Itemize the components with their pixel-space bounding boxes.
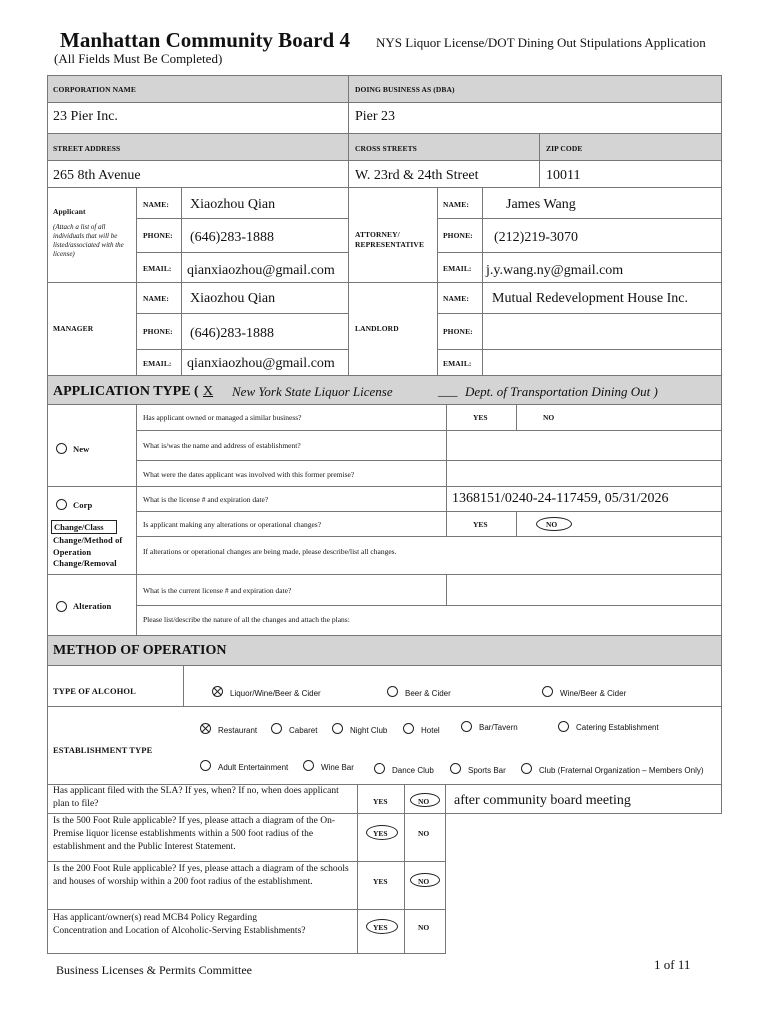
rule200-yes: YES [373,877,388,886]
est-danceclub-radio[interactable] [374,763,385,774]
rule500-yes: YES [373,829,388,838]
applicant-phone-value: (646)283-1888 [190,230,274,245]
attorney-name-label: NAME: [443,200,469,209]
est-hotel-option: Hotel [421,726,440,735]
manager-name-value: Xiaozhou Qian [190,291,276,306]
dot-option-blank[interactable]: ___ [438,383,458,398]
street-label: STREET ADDRESS [53,144,121,153]
est-club-radio[interactable] [521,763,532,774]
est-hotel-radio[interactable] [403,723,414,734]
manager-name-label: NAME: [143,294,169,303]
current-license-answer[interactable] [446,574,722,606]
rule500-no: NO [418,829,430,838]
alteration-label: Alteration [73,601,112,611]
page-subtitle: (All Fields Must Be Completed) [54,51,223,66]
landlord-name-label: NAME: [443,294,469,303]
license-answer: 1368151/0240-24-117459, 05/31/2026 [452,491,669,506]
change-method-label: Change/Method of Operation [53,535,123,557]
landlord-label: LANDLORD [355,324,399,333]
liquor-license-mark[interactable]: X [203,384,214,399]
manager-phone-value: (646)283-1888 [190,326,274,341]
applicant-label: Applicant [53,207,86,216]
landlord-phone-label: PHONE: [443,327,473,336]
similar-yes: YES [473,413,488,422]
sla-yes: YES [373,797,388,806]
rule500-question: Is the 500 Foot Rule applicable? If yes, please attach a diagram of the On-Premise liquor license establishments within a 500 foot radius of the establishment and the Public Interest Statement. [53,816,335,852]
applicant-name-label: NAME: [143,200,169,209]
alcohol-wine-option: Wine/Beer & Cider [560,689,627,698]
manager-email-label: EMAIL: [143,359,172,368]
landlord-name-value: Mutual Redevelopment House Inc. [492,291,688,306]
est-cabaret-radio[interactable] [271,723,282,734]
alteration-radio[interactable] [56,601,67,612]
attorney-email-label: EMAIL: [443,264,472,273]
new-radio[interactable] [56,443,67,454]
manager-email-value: qianxiaozhou@gmail.com [187,356,335,371]
alterations-question: Is applicant making any alterations or operational changes? [143,520,322,529]
new-label: New [73,444,90,454]
applicant-phone-label: PHONE: [143,231,173,240]
dba-label: DOING BUSINESS AS (DBA) [355,85,455,94]
est-winebar-radio[interactable] [303,760,314,771]
est-sportsbar-radio[interactable] [450,763,461,774]
applicant-note: (Attach a list of all individuals that will be listed/associated with the license) [53,223,124,258]
plans-question: Please list/describe the nature of all the changes and attach the plans: [143,615,350,624]
corp-radio[interactable] [56,499,67,510]
cross-value: W. 23rd & 24th Street [355,168,479,183]
attorney-email-value: j.y.wang.ny@gmail.com [486,263,624,278]
page-number: 1 of 11 [654,957,691,972]
license-question: What is the license # and expiration date? [143,495,269,504]
dates-question: What were the dates applicant was involved with this former premise? [143,470,355,479]
liquor-license-option: New York State Liquor License [232,384,393,399]
current-license-question: What is the current license # and expiration date? [143,586,292,595]
dba-value: Pier 23 [355,109,396,124]
alterations-no: NO [546,520,558,529]
est-catering-option: Catering Establishment [576,723,659,732]
attorney-phone-label: PHONE: [443,231,473,240]
landlord-email-label: EMAIL: [443,359,472,368]
alcohol-label: TYPE OF ALCOHOL [53,686,136,696]
establishment-label: ESTABLISHMENT TYPE [53,745,153,755]
attorney-phone-value: (212)219-3070 [494,230,578,245]
est-winebar-option: Wine Bar [321,763,354,772]
est-nightclub-option: Night Club [350,726,388,735]
corp-name-label: CORPORATION NAME [53,85,136,94]
est-restaurant-option: Restaurant [218,726,258,735]
zip-value: 10011 [546,168,581,183]
est-bar-option: Bar/Tavern [479,723,518,732]
alcohol-wine-radio[interactable] [542,686,553,697]
corp-name-value: 23 Pier Inc. [53,109,118,124]
similar-no: NO [543,413,555,422]
est-club-option: Club (Fraternal Organization – Members Only) [539,766,704,775]
application-type-heading: APPLICATION TYPE ( [53,384,199,399]
footer-committee: Business Licenses & Permits Committee [56,963,252,977]
cross-label: CROSS STREETS [355,144,417,153]
sla-question: Has applicant filed with the SLA? If yes, when? If no, when does applicant plan to file? [53,786,339,809]
application-title: NYS Liquor License/DOT Dining Out Stipulations Application [376,35,706,50]
change-class-box[interactable]: Change/Class [51,520,117,534]
similar-business-question: Has applicant owned or managed a similar business? [143,413,302,422]
alcohol-liquor-option: Liquor/Wine/Beer & Cider [230,689,321,698]
policy-no: NO [418,923,430,932]
est-adult-radio[interactable] [200,760,211,771]
est-adult-option: Adult Entertainment [218,763,289,772]
est-sportsbar-option: Sports Bar [468,766,506,775]
alcohol-options-cell [183,665,722,707]
rule200-no: NO [418,877,430,886]
name-address-answer[interactable] [446,430,722,461]
manager-phone-label: PHONE: [143,327,173,336]
applicant-email-label: EMAIL: [143,264,172,273]
sla-no: NO [418,797,430,806]
alcohol-liquor-radio[interactable] [212,686,223,697]
est-danceclub-option: Dance Club [392,766,434,775]
zip-label: ZIP CODE [546,144,583,153]
name-address-question: What is/was the name and address of establishment? [143,441,301,450]
dot-option: Dept. of Transportation Dining Out ) [465,384,658,399]
method-heading: METHOD OF OPERATION [53,643,227,658]
alterations-yes: YES [473,520,488,529]
est-cabaret-option: Cabaret [289,726,318,735]
attorney-label: ATTORNEY/ REPRESENTATIVE [355,230,425,249]
dba-cell[interactable] [348,102,722,134]
describe-changes-question: If alterations or operational changes are being made, please describe/list all changes. [143,547,397,556]
street-value: 265 8th Avenue [53,168,141,183]
alcohol-beer-radio[interactable] [387,686,398,697]
dates-answer[interactable] [446,460,722,487]
est-nightclub-radio[interactable] [332,723,343,734]
rule200-question: Is the 200 Foot Rule applicable? If yes, please attach a diagram of the schools and houses of worship within a 200 foot radius of the establishment. [53,864,349,887]
est-catering-radio[interactable] [558,721,569,732]
change-removal-label: Change/Removal [53,558,117,568]
policy-yes: YES [373,923,388,932]
est-bar-radio[interactable] [461,721,472,732]
policy-question: Has applicant/owner(s) read MCB4 Policy Regarding Concentration and Location of Alcoholic-Serving Establishments? [53,913,306,936]
applicant-email-value: qianxiaozhou@gmail.com [187,263,335,278]
alcohol-beer-option: Beer & Cider [405,689,451,698]
manager-label: MANAGER [53,324,94,333]
applicant-name-value: Xiaozhou Qian [190,197,276,212]
attorney-name-value: James Wang [506,197,576,212]
sla-answer: after community board meeting [454,793,631,808]
corp-label: Corp [73,500,93,510]
page-title: Manhattan Community Board 4 [60,28,350,52]
est-restaurant-radio[interactable] [200,723,211,734]
